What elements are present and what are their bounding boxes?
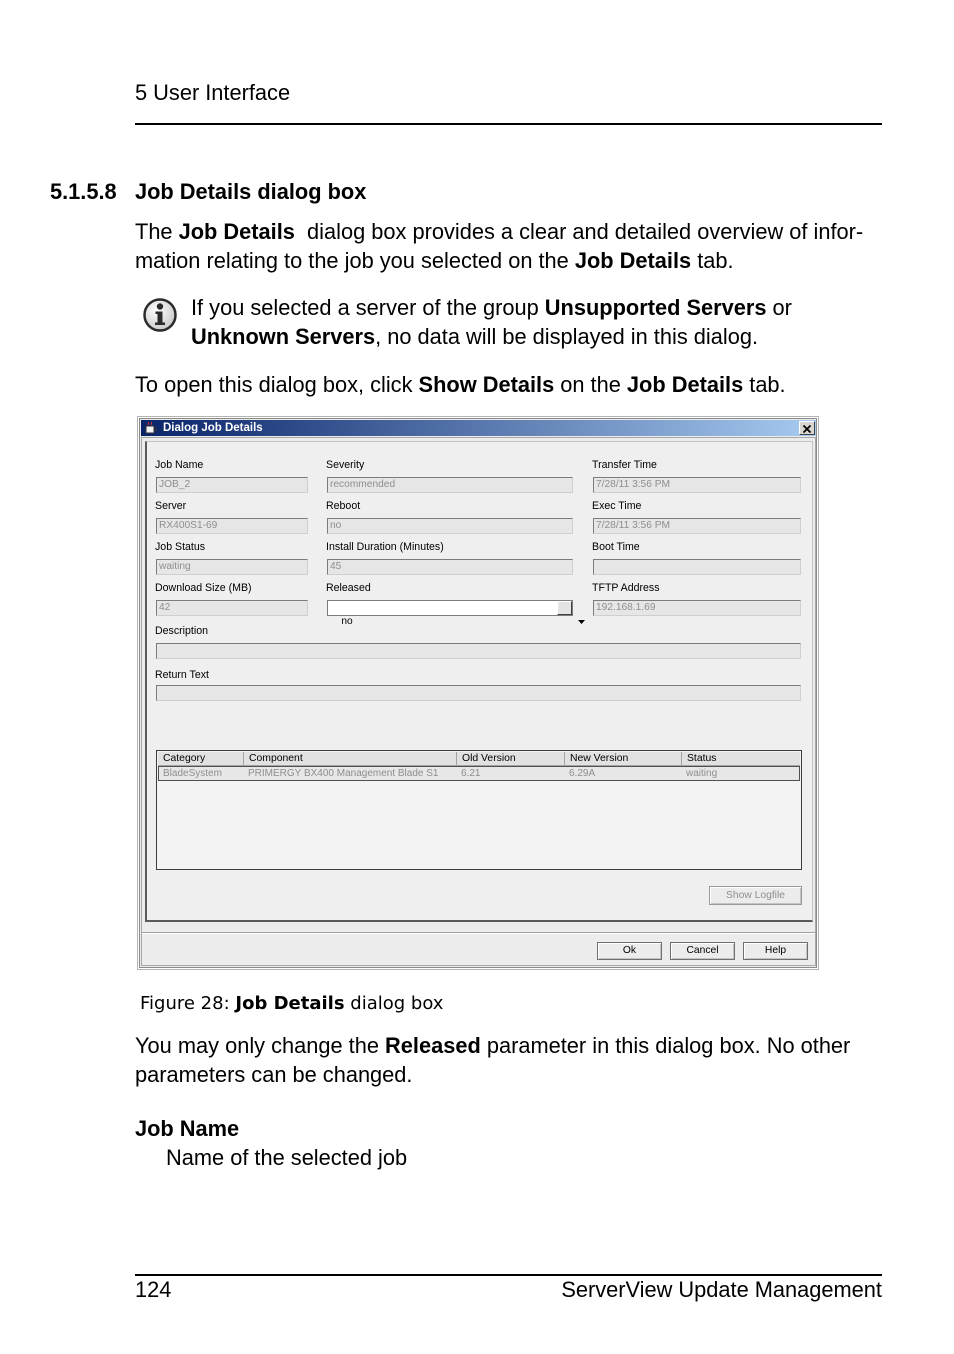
header-rule (135, 123, 882, 125)
released-note-line-1 (135, 1031, 850, 1060)
note-text: If you selected a server of the group (191, 295, 545, 320)
instruction-bold-term: Show Details (418, 372, 555, 397)
instruction-text: on the (554, 372, 627, 397)
note-bold-term: Unknown Servers (191, 324, 376, 349)
job-name-label: Job Name (155, 459, 204, 471)
install-duration-field: 45 (327, 559, 573, 575)
job-status-label: Job Status (155, 541, 206, 553)
definition-term: Job Name (135, 1116, 240, 1141)
dialog-title: Dialog Job Details (163, 422, 263, 434)
server-label: Server (155, 500, 187, 512)
exec-time-label: Exec Time (592, 500, 642, 512)
section-title: Job Details dialog box (135, 179, 367, 204)
table-cell-category: BladeSystem (163, 768, 222, 779)
boot-time-label: Boot Time (592, 541, 640, 553)
note-bold-term: Unsupported Servers (544, 295, 767, 320)
caption-text: Figure 28: (140, 993, 236, 1014)
cancel-button[interactable]: Cancel (670, 942, 735, 960)
dialog-separator (142, 932, 815, 934)
return-text-label: Return Text (155, 669, 209, 681)
table-row[interactable] (158, 766, 800, 781)
page-number: 124 (135, 1277, 172, 1302)
transfer-time-field: 7/28/11 3:56 PM (593, 477, 801, 493)
app-icon (145, 422, 158, 434)
instruction-text: To open this dialog box, click (135, 372, 419, 397)
instruction-bold-term: Job Details (626, 372, 744, 397)
intro-text: tab. (691, 248, 734, 273)
description-field (156, 643, 801, 659)
exec-time-field: 7/28/11 3:56 PM (593, 518, 801, 534)
tftp-address-label: TFTP Address (592, 582, 660, 594)
job-name-field: JOB_2 (156, 477, 308, 493)
column-header-category[interactable]: Category (158, 752, 244, 765)
caption-text: dialog box (344, 993, 444, 1014)
chapter-header: 5 User Interface (135, 80, 291, 105)
table-cell-new-version: 6.29A (569, 768, 596, 779)
severity-field: recommended (327, 477, 573, 493)
column-header-new-version[interactable]: New Version (565, 752, 682, 765)
table-cell-component: PRIMERGY BX400 Management Blade S1 (248, 768, 439, 779)
definition-description: Name of the selected job (166, 1145, 408, 1170)
released-note-text: You may only change the (135, 1033, 386, 1058)
tftp-address-field: 192.168.1.69 (593, 600, 801, 616)
show-logfile-button: Show Logfile (709, 886, 802, 905)
footer-title: ServerView Update Management (561, 1277, 882, 1302)
caption-bold-term: Job Details (235, 993, 345, 1014)
boot-time-field (593, 559, 801, 575)
released-select-value: no (341, 616, 353, 627)
ok-button[interactable]: Ok (597, 942, 662, 960)
released-note-bold-term: Released (385, 1033, 481, 1058)
close-button[interactable] (799, 421, 815, 435)
released-note-text: parameter in this dialog box. No other (480, 1033, 851, 1058)
released-label: Released (326, 582, 371, 594)
note-text: , no data will be displayed in this dialog. (375, 324, 759, 349)
column-header-old-version[interactable]: Old Version (457, 752, 565, 765)
released-dropdown-button[interactable] (557, 601, 572, 615)
intro-line-2 (135, 246, 734, 275)
open-instruction (135, 370, 786, 399)
install-duration-label: Install Duration (Minutes) (326, 541, 444, 553)
figure-caption (140, 992, 443, 1016)
help-button[interactable]: Help (743, 942, 808, 960)
instruction-text: tab. (743, 372, 786, 397)
dialog-titlebar[interactable] (141, 420, 816, 436)
return-text-field (156, 685, 801, 701)
server-field: RX400S1-69 (156, 518, 308, 534)
table-cell-status: waiting (686, 768, 718, 779)
transfer-time-label: Transfer Time (592, 459, 657, 471)
note-line-1 (191, 293, 792, 322)
intro-bold-term: Job Details (178, 219, 295, 244)
close-icon (800, 423, 814, 435)
components-table (156, 750, 802, 870)
intro-text: dialog box provides a clear and detailed overview of infor- (294, 219, 864, 244)
description-label: Description (155, 625, 208, 637)
table-cell-old-version: 6.21 (461, 768, 481, 779)
note-text: or (766, 295, 792, 320)
download-size-label: Download Size (MB) (155, 582, 252, 594)
intro-line-1 (135, 217, 863, 246)
intro-bold-term: Job Details (574, 248, 692, 273)
intro-text: mation relating to the job you selected on the (135, 248, 575, 273)
table-header-row (158, 752, 800, 766)
intro-text: The (135, 219, 179, 244)
job-status-field: waiting (156, 559, 308, 575)
column-header-component[interactable]: Component (244, 752, 457, 765)
severity-label: Severity (326, 459, 365, 471)
job-details-dialog (137, 416, 819, 970)
reboot-label: Reboot (326, 500, 361, 512)
chevron-down-icon (575, 616, 588, 628)
reboot-field: no (327, 518, 573, 534)
note-line-2 (191, 322, 758, 351)
released-note-line-2: parameters can be changed. (135, 1062, 413, 1087)
column-header-status[interactable]: Status (687, 753, 717, 764)
released-select[interactable] (327, 600, 573, 627)
section-number: 5.1.5.8 (50, 179, 117, 204)
download-size-field: 42 (156, 600, 308, 616)
info-icon (141, 296, 179, 334)
